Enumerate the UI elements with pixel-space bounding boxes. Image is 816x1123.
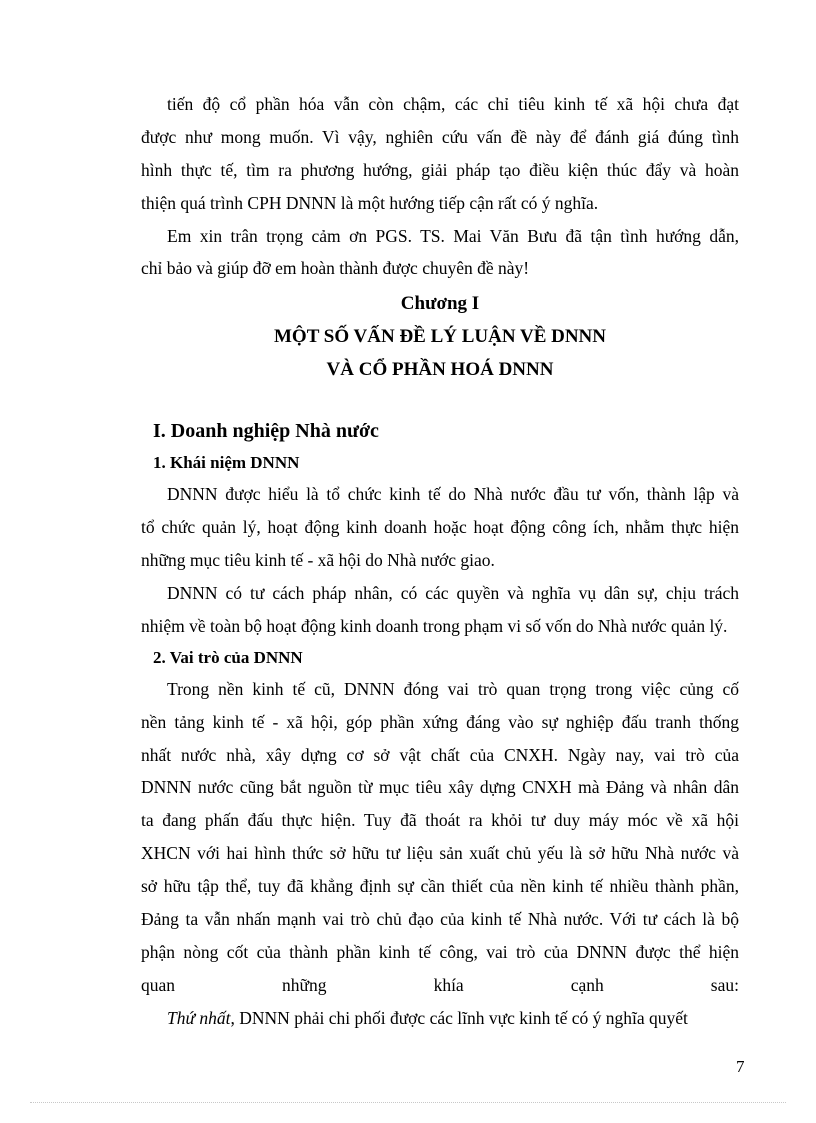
chapter-title-line1: MỘT SỐ VẤN ĐỀ LÝ LUẬN VỀ DNNN bbox=[273, 326, 607, 348]
role-paragraph bbox=[141, 673, 739, 1035]
text-line: Đảng ta vẫn nhấn mạnh vai trò chủ đạo của kinh tế Nhà nước. Với tư cách là bộ bbox=[141, 909, 739, 930]
subsection-heading-role: 2. Vai trò của DNNN bbox=[153, 647, 303, 667]
section-heading: I. Doanh nghiệp Nhà nước bbox=[153, 420, 379, 443]
text-line: Em xin trân trọng cảm ơn PGS. TS. Mai Văn Bưu đã tận tình hướng dẫn, bbox=[167, 225, 739, 246]
text-line: nền tảng kinh tế - xã hội, góp phần xứng đáng vào sự nghiệp đấu tranh thống bbox=[141, 711, 739, 732]
subsection-heading-concept: 1. Khái niệm DNNN bbox=[153, 453, 300, 473]
text-line: XHCN với hai hình thức sở hữu tư liệu sản xuất chủ yếu là sở hữu Nhà nước và bbox=[141, 843, 739, 864]
text-line: ta đang phấn đấu thực hiện. Tuy đã thoát ra khỏi tư duy máy móc về xã hội bbox=[141, 810, 739, 831]
chapter-title-line2: VÀ CỔ PHẦN HOÁ DNNN bbox=[326, 359, 554, 381]
first-point-label: Thứ nhất bbox=[167, 1007, 231, 1028]
concept-paragraph-2 bbox=[141, 577, 739, 643]
intro-paragraph bbox=[141, 88, 739, 220]
text-line: nhiệm về toàn bộ hoạt động kinh doanh trong phạm vi số vốn do Nhà nước quản lý. bbox=[141, 615, 728, 636]
text-line: DNNN có tư cách pháp nhân, có các quyền và nghĩa vụ dân sự, chịu trách bbox=[167, 583, 739, 604]
text-line: Trong nền kinh tế cũ, DNNN đóng vai trò quan trọng trong việc củng cố bbox=[167, 678, 739, 699]
first-point-text: , DNNN phải chi phối được các lĩnh vực kinh tế có ý nghĩa quyết bbox=[230, 1007, 688, 1028]
text-line: nhất nước nhà, xây dựng cơ sở vật chất của CNXH. Ngày nay, vai trò của bbox=[141, 744, 739, 765]
concept-paragraph-1 bbox=[141, 478, 739, 577]
page-body bbox=[141, 88, 739, 1035]
text-line: chỉ bảo và giúp đỡ em hoàn thành được chuyên đề này! bbox=[141, 258, 530, 279]
thanks-paragraph bbox=[141, 220, 739, 286]
text-line: thiện quá trình CPH DNNN là một hướng tiếp cận rất có ý nghĩa. bbox=[141, 192, 599, 213]
text-line: tiến độ cổ phần hóa vẫn còn chậm, các chỉ tiêu kinh tế xã hội chưa đạt bbox=[167, 94, 739, 114]
text-line: phận nòng cốt của thành phần kinh tế công, vai trò của DNNN được thể hiện bbox=[141, 941, 739, 962]
text-line: tổ chức quản lý, hoạt động kinh doanh hoặc hoạt động công ích, nhằm thực hiện bbox=[141, 517, 739, 538]
page-number: 7 bbox=[736, 1057, 745, 1076]
text-line: DNNN nước cũng bắt nguồn từ mục tiêu xây dựng CNXH mà Đảng và nhân dân bbox=[141, 777, 739, 798]
chapter-number: Chương I bbox=[400, 293, 480, 315]
spacer bbox=[141, 386, 739, 414]
text-line: hình thực tế, tìm ra phương hướng, giải pháp tạo điều kiện thúc đẩy và hoàn bbox=[141, 159, 739, 180]
first-point-line bbox=[141, 1002, 739, 1035]
text-line: sở hữu tập thể, tuy đã khẳng định sự cần thiết của nền kinh tế nhiều thành phần, bbox=[141, 876, 739, 897]
text-line: những mục tiêu kinh tế - xã hội do Nhà nước giao. bbox=[141, 550, 495, 571]
text-line: DNNN được hiểu là tổ chức kinh tế do Nhà nước đầu tư vốn, thành lập và bbox=[167, 484, 739, 505]
text-line: được như mong muốn. Vì vậy, nghiên cứu vấn đề này để đánh giá đúng tình bbox=[141, 126, 739, 147]
text-line: quan những khía cạnh sau: bbox=[141, 974, 739, 995]
footer-divider bbox=[30, 1102, 786, 1103]
